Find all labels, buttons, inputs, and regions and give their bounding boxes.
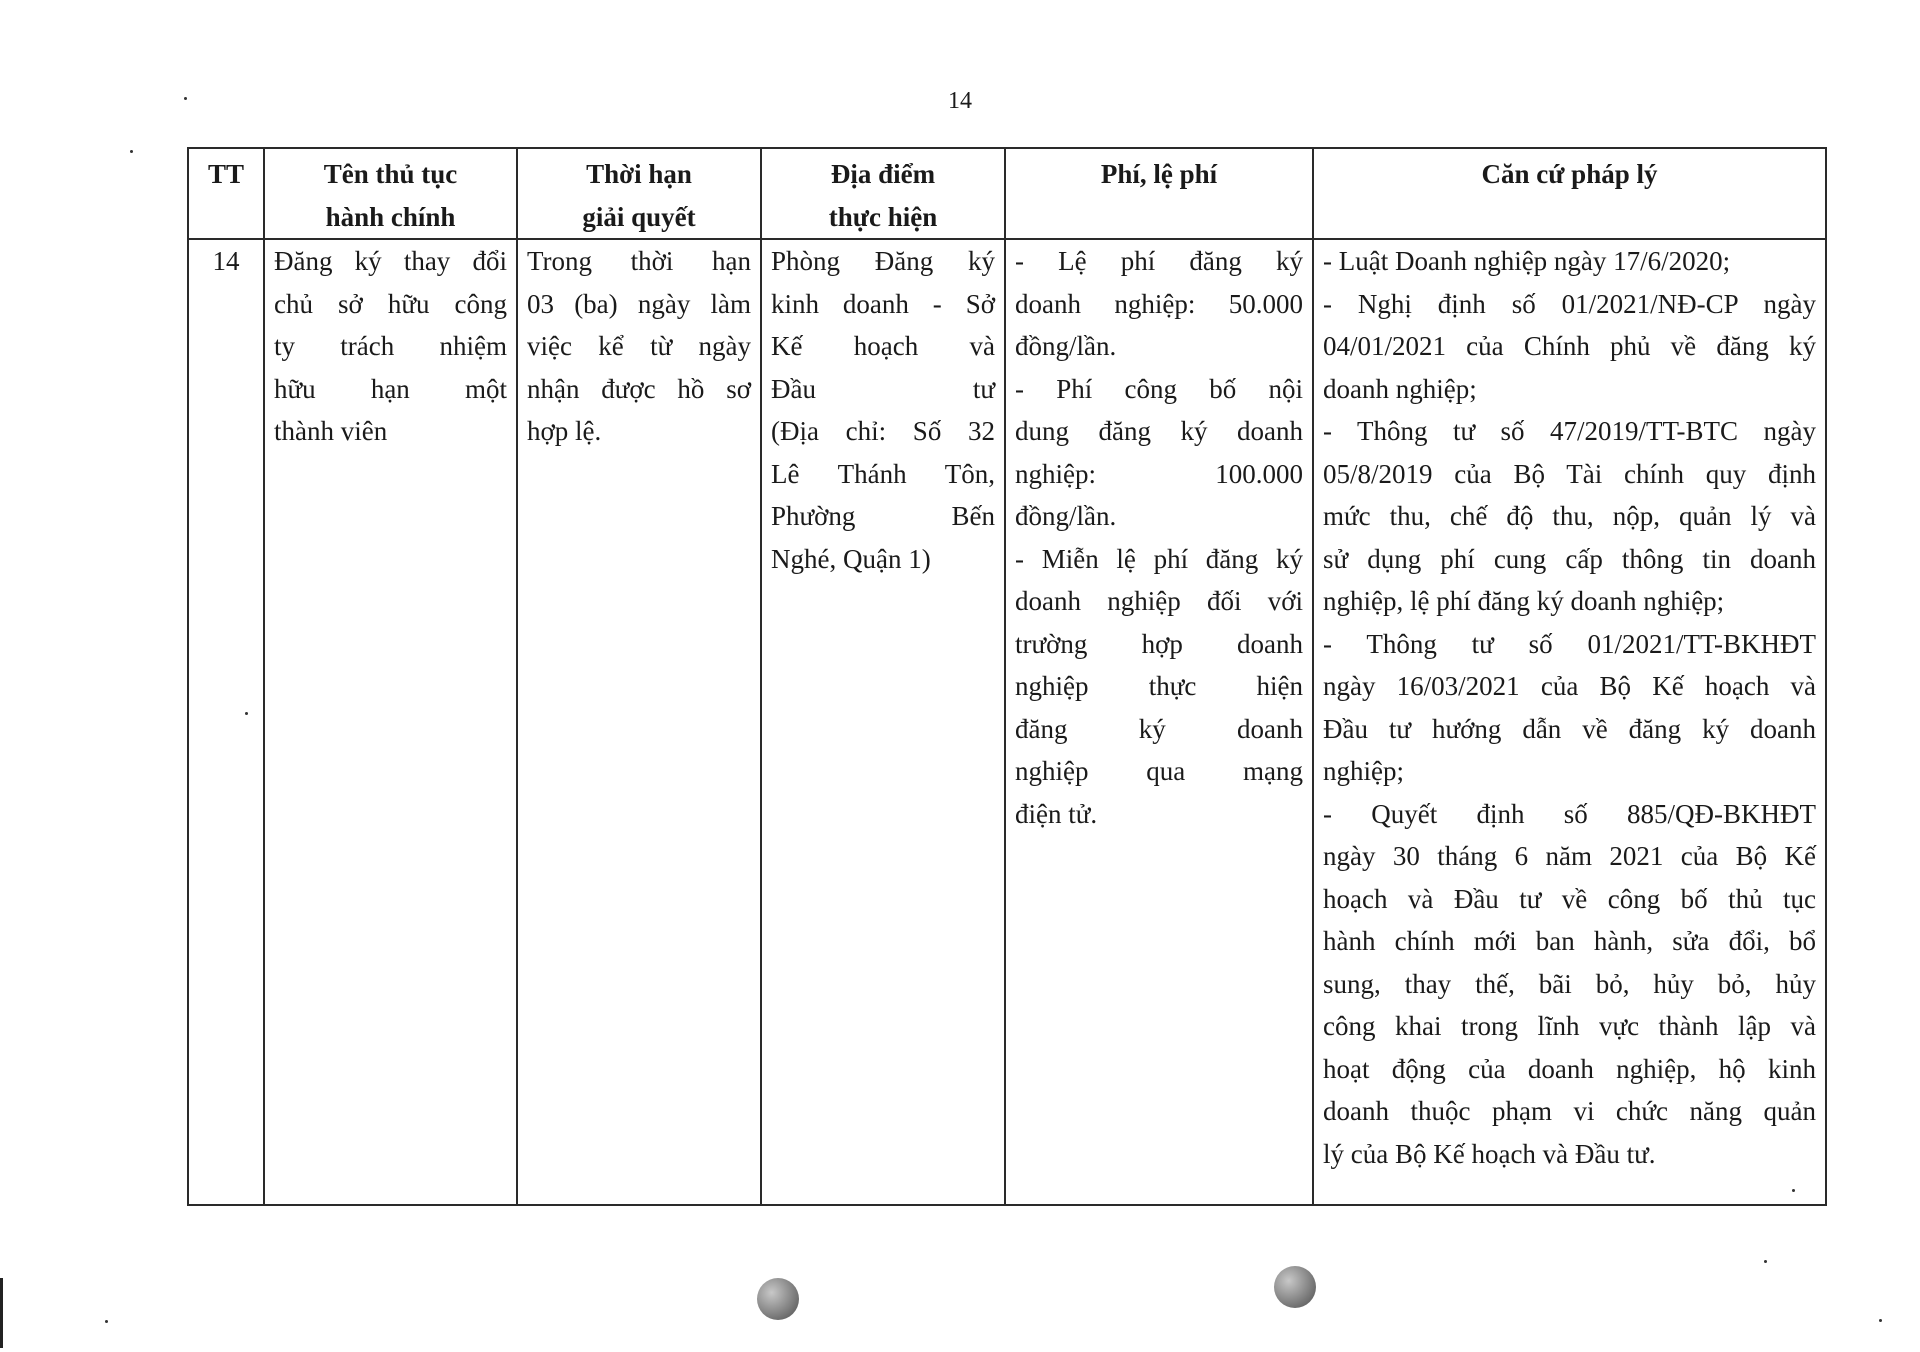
cell-line: Lê Thánh Tôn, (771, 458, 995, 489)
punch-hole (757, 1278, 799, 1320)
cell-line: Trong thời hạn (527, 246, 751, 276)
cell-line: ty trách nhiệm (274, 331, 507, 361)
cell-line: đăng ký doanh (1015, 713, 1303, 744)
header-location: Địa điểm thực hiện (761, 148, 1005, 239)
scan-speck (1879, 1319, 1882, 1322)
header-legal-basis: Căn cứ pháp lý (1313, 148, 1826, 239)
cell-line: 05/8/2019 của Bộ Tài chính quy định (1323, 458, 1816, 489)
cell-line: việc kể từ ngày (527, 331, 751, 361)
procedure-table (187, 147, 1827, 1206)
scan-speck (184, 97, 187, 100)
punch-hole (1274, 1266, 1316, 1308)
header-processing-time: Thời hạn giải quyết (517, 148, 761, 239)
cell-line: thành viên (274, 416, 388, 446)
cell-line: - Nghị định số 01/2021/NĐ-CP ngày (1323, 288, 1816, 319)
cell-line: mức thu, chế độ thu, nộp, quản lý và (1323, 501, 1816, 531)
cell-line: doanh nghiệp; (1323, 373, 1477, 404)
cell-line: Đầu tư hướng dẫn về đăng ký doanh (1323, 713, 1816, 744)
cell-line: nghiệp thực hiện (1015, 671, 1303, 701)
table-header-row (188, 148, 1826, 239)
header-fees: Phí, lệ phí (1005, 148, 1313, 239)
cell-line: - Lệ phí đăng ký (1015, 246, 1303, 276)
scan-edge-mark (0, 1278, 3, 1348)
cell-line: doanh thuộc phạm vi chức năng quản (1323, 1096, 1816, 1126)
cell-line: trường hợp doanh (1015, 628, 1303, 659)
cell-line: đồng/lần. (1015, 501, 1117, 531)
cell-line: hành chính mới ban hành, sửa đổi, bổ (1323, 926, 1816, 956)
cell-line: sung, thay thế, bãi bỏ, hủy bỏ, hủy (1323, 968, 1816, 999)
cell-line: - Thông tư số 47/2019/TT-BTC ngày (1323, 416, 1816, 446)
cell-line: 04/01/2021 của Chính phủ về đăng ký (1323, 331, 1816, 361)
scan-speck (105, 1320, 108, 1323)
cell-line: lý của Bộ Kế hoạch và Đầu tư. (1323, 1138, 1656, 1169)
header-tt: TT (188, 148, 264, 239)
cell-line: Đăng ký thay đổi (274, 246, 507, 276)
cell-line: - Quyết định số 885/QĐ-BKHĐT (1323, 798, 1816, 829)
cell-line: dung đăng ký doanh (1015, 416, 1303, 446)
scan-speck (245, 712, 248, 715)
cell-line: ngày 16/03/2021 của Bộ Kế hoạch và (1323, 671, 1816, 701)
cell-line: sử dụng phí cung cấp thông tin doanh (1323, 543, 1816, 574)
cell-procedure-name (264, 239, 517, 1205)
cell-line: nhận được hồ sơ (527, 373, 751, 404)
cell-line: hoạt động của doanh nghiệp, hộ kinh (1323, 1053, 1816, 1084)
scan-speck (1764, 1260, 1767, 1263)
scan-speck (1792, 1189, 1795, 1192)
cell-line: - Phí công bố nội (1015, 373, 1303, 404)
cell-line: Đầu tư (771, 373, 995, 404)
cell-line: đồng/lần. (1015, 331, 1117, 361)
cell-line: điện tử. (1015, 798, 1098, 829)
cell-line: kinh doanh - Sở (771, 288, 995, 319)
cell-line: Nghé, Quận 1) (771, 543, 931, 574)
cell-line: nghiệp qua mạng (1015, 756, 1303, 786)
cell-line: hợp lệ. (527, 416, 602, 446)
cell-line: doanh nghiệp đối với (1015, 586, 1303, 616)
header-procedure-name: Tên thủ tục hành chính (264, 148, 517, 239)
cell-location (761, 239, 1005, 1205)
cell-line: 03 (ba) ngày làm (527, 288, 751, 319)
cell-line: doanh nghiệp: 50.000 (1015, 288, 1303, 319)
cell-tt: 14 (188, 239, 264, 1205)
cell-line: chủ sở hữu công (274, 288, 507, 319)
cell-line: ngày 30 tháng 6 năm 2021 của Bộ Kế (1323, 841, 1816, 871)
cell-line: hoạch và Đầu tư về công bố thủ tục (1323, 883, 1816, 914)
cell-line: - Thông tư số 01/2021/TT-BKHĐT (1323, 628, 1816, 659)
cell-line: Phòng Đăng ký (771, 246, 995, 276)
cell-line: hữu hạn một (274, 373, 507, 404)
cell-line: nghiệp; (1323, 756, 1404, 786)
cell-line: - Luật Doanh nghiệp ngày 17/6/2020; (1323, 246, 1731, 276)
cell-line: nghiệp, lệ phí đăng ký doanh nghiệp; (1323, 586, 1725, 616)
cell-line: - Miễn lệ phí đăng ký (1015, 543, 1303, 574)
cell-line: công khai trong lĩnh vực thành lập và (1323, 1011, 1816, 1041)
cell-processing-time (517, 239, 761, 1205)
scan-speck (130, 150, 133, 153)
cell-fees (1005, 239, 1313, 1205)
cell-line: (Địa chỉ: Số 32 (771, 416, 995, 446)
cell-line: nghiệp: 100.000 (1015, 458, 1303, 489)
page-number: 14 (948, 88, 972, 114)
cell-legal-basis (1313, 239, 1826, 1205)
cell-line: Kế hoạch và (771, 331, 995, 361)
table-row (188, 239, 1826, 1205)
cell-line: Phường Bến (771, 501, 995, 531)
